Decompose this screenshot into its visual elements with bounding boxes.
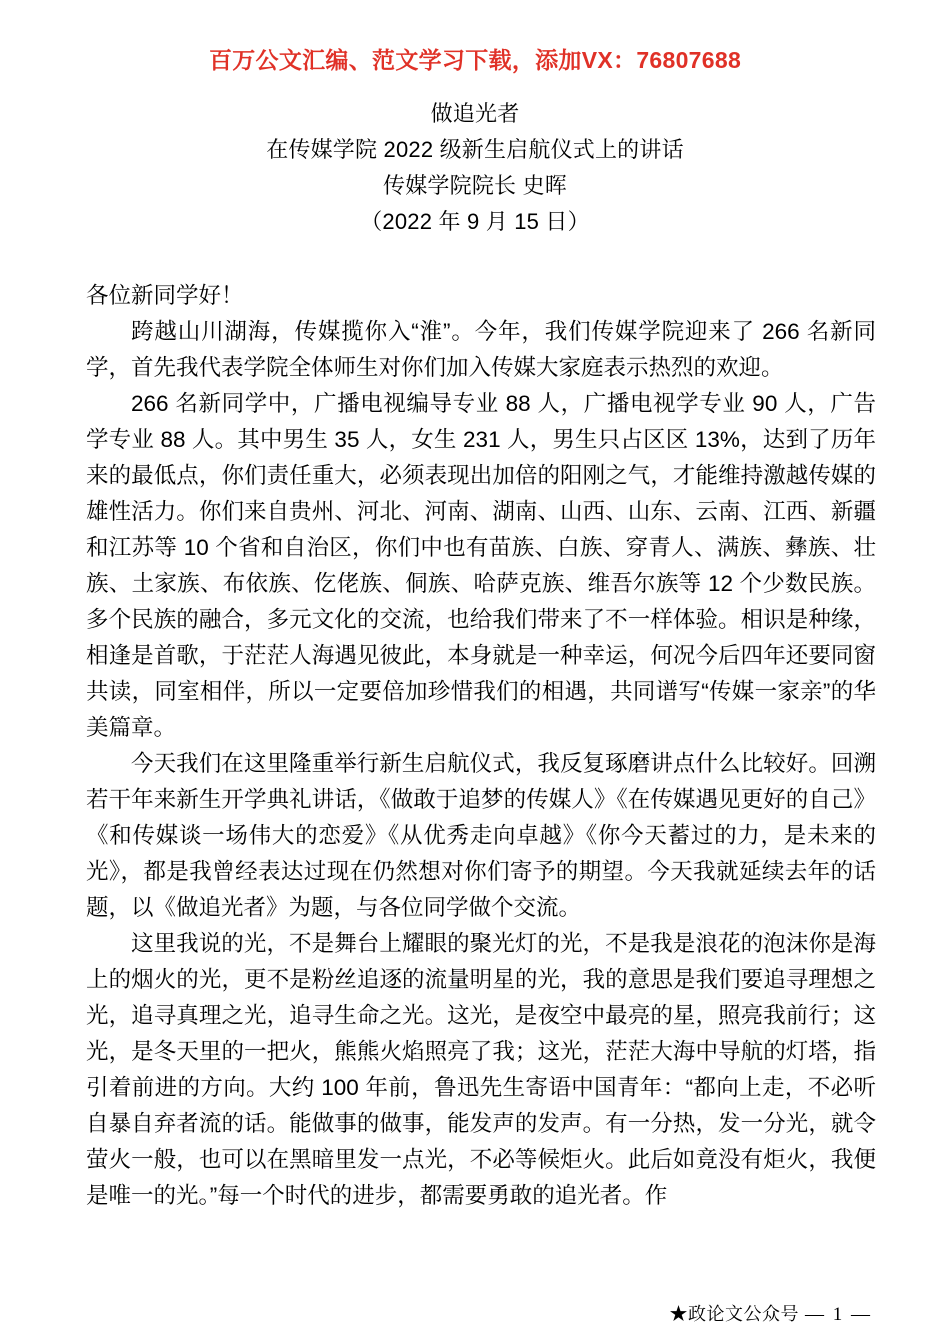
speaker-line: 传媒学院院长 史晖 (383, 173, 567, 198)
date-line: （2022 年 9 月 15 日） (360, 209, 590, 234)
footer-brand-label: ★政论文公众号 (669, 1304, 799, 1324)
title-block (0, 96, 950, 240)
promo-header-text: 百万公文汇编、范文学习下载，添加VX：76807688 (208, 47, 742, 73)
paragraph-light-meaning: 这里我说的光，不是舞台上耀眼的聚光灯的光，不是我是浪花的泡沫你是海上的烟火的光，更不是粉丝追逐的流量明星的光，我的意思是我们要追寻理想之光，追寻真理之光，追寻生命之光。这光，是夜空中最亮的星，照亮我前行；这光，是冬天里的一把火，熊熊火焰照亮了我；这光，茫茫大海中导航的灯塔，指引着前进的方向。大约 100 年前，鲁迅先生寄语中国青年：“都向上走，不必听自暴自弃者流的话。能做事的做事，能发声的发声。有一分热，发一分光，就令萤火一般，也可以在黑暗里发一点光，不必等候炬火。此后如竟没有炬火，我便是唯一的光。”每一个时代的进步，都需要勇敢的追光者。作 (86, 931, 876, 1208)
document-subtitle: 在传媒学院 2022 级新生启航仪式上的讲话 (266, 137, 684, 162)
paragraph-greeting: 各位新同学好！ (86, 283, 244, 308)
page-number: — 1 — (805, 1304, 872, 1325)
document-body (86, 278, 876, 1214)
page-footer (0, 1300, 950, 1326)
document-title: 做追光者 (430, 101, 520, 126)
paragraph-welcome: 跨越山川湖海，传媒揽你入“淮”。今年，我们传媒学院迎来了 266 名新同学，首先我代表学院全体师生对你们加入传媒大家庭表示热烈的欢迎。 (86, 319, 876, 380)
paragraph-speech-topics: 今天我们在这里隆重举行新生启航仪式，我反复琢磨讲点什么比较好。回溯若干年来新生开学典礼讲话，《做敢于追梦的传媒人》《在传媒遇见更好的自己》《和传媒谈一场伟大的恋爱》《从优秀走向卓越》《你今天蓄过的力，是未来的光》，都是我曾经表达过现在仍然想对你们寄予的期望。今天我就延续去年的话题，以《做追光者》为题，与各位同学做个交流。 (86, 751, 876, 920)
paragraph-statistics: 266 名新同学中，广播电视编导专业 88 人，广播电视学专业 90 人，广告学专业 88 人。其中男生 35 人，女生 231 人，男生只占区区 13%，达到了历年来的最低点，你们责任重大，必须表现出加倍的阳刚之气，才能维持激越传媒的雄性活力。你们来自贵州、河北、河南、湖南、山西、山东、云南、江西、新疆和江苏等 10 个省和自治区，你们中也有苗族、白族、穿青人、满族、彝族、壮族、土家族、布依族、仡佬族、侗族、哈萨克族、维吾尔族等 12 个少数民族。多个民族的融合，多元文化的交流，也给我们带来了不一样体验。相识是种缘，相逢是首歌，于茫茫人海遇见彼此，本身就是一种幸运，何况今后四年还要同窗共读，同室相伴，所以一定要倍加珍惜我们的相遇，共同谱写“传媒一家亲”的华美篇章。 (86, 391, 876, 740)
